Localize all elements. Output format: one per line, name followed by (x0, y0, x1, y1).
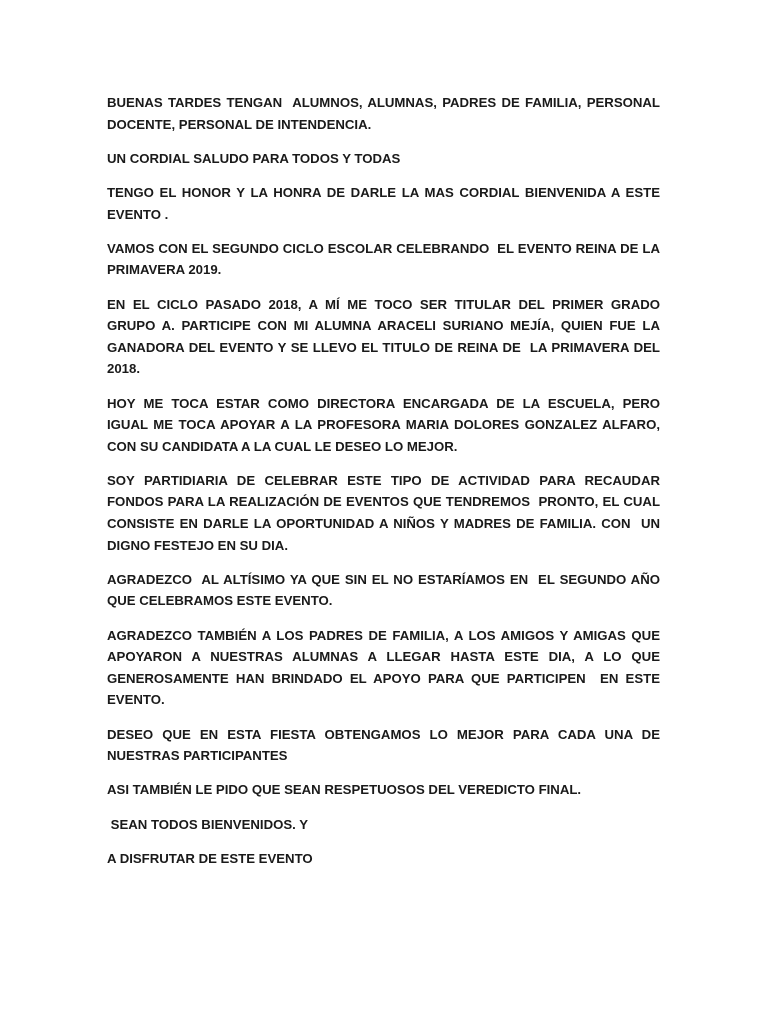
paragraph-director: HOY ME TOCA ESTAR COMO DIRECTORA ENCARGADA DE LA ESCUELA, PERO IGUAL ME TOCA APOYAR A LA PROFESORA MARIA DOLORES GONZALEZ ALFARO, CON SU CANDIDATA A LA CUAL LE DESEO LO MEJOR. (107, 395, 664, 454)
paragraph-welcome-all: SEAN TODOS BIENVENIDOS. Y (107, 816, 309, 832)
paragraph-gratitude-parents: AGRADEZCO TAMBIÉN A LOS PADRES DE FAMILIA, A LOS AMIGOS Y AMIGAS QUE APOYARON A NUESTRAS ALUMNAS A LLEGAR HASTA ESTE DIA, A LO QUE GENEROSAMENTE HAN BRINDADO EL APOYO PARA QUE PARTICIPEN EN ESTE EVENTO. (107, 627, 664, 708)
paragraph-greeting: BUENAS TARDES TENGAN ALUMNOS, ALUMNAS, PADRES DE FAMILIA, PERSONAL DOCENTE, PERSONAL DE INTENDENCIA. (107, 95, 664, 132)
document-page (107, 92, 664, 882)
paragraph-welcome: TENGO EL HONOR Y LA HONRA DE DARLE LA MAS CORDIAL BIENVENIDA A ESTE EVENTO . (107, 184, 664, 222)
paragraph-respect: ASI TAMBIÉN LE PIDO QUE SEAN RESPETUOSOS DEL VEREDICTO FINAL. (107, 782, 582, 798)
paragraph-previous-cycle: EN EL CICLO PASADO 2018, A MÍ ME TOCO SER TITULAR DEL PRIMER GRADO GRUPO A. PARTICIPE CON MI ALUMNA ARACELI SURIANO MEJÍA, QUIEN FUE LA GANADORA DEL EVENTO Y SE LLEVO EL TITULO DE REINA DE LA PRIMAVERA DEL 2018. (107, 296, 664, 377)
paragraph-salutation: UN CORDIAL SALUDO PARA TODOS Y TODAS (107, 150, 401, 166)
paragraph-second-cycle: VAMOS CON EL SEGUNDO CICLO ESCOLAR CELEBRANDO EL EVENTO REINA DE LA PRIMAVERA 2019. (107, 240, 664, 278)
paragraph-gratitude-god: AGRADEZCO AL ALTÍSIMO YA QUE SIN EL NO ESTARÍAMOS EN EL SEGUNDO AÑO QUE CELEBRAMOS ESTE EVENTO. (107, 571, 664, 609)
paragraph-wish: DESEO QUE EN ESTA FIESTA OBTENGAMOS LO MEJOR PARA CADA UNA DE NUESTRAS PARTICIPANTES (107, 726, 664, 764)
paragraph-fundraising: SOY PARTIDIARIA DE CELEBRAR ESTE TIPO DE ACTIVIDAD PARA RECAUDAR FONDOS PARA LA REALIZACIÓN DE EVENTOS QUE TENDREMOS PRONTO, EL CUAL CONSISTE EN DARLE LA OPORTUNIDAD A NIÑOS Y MADRES DE FAMILIA. CON UN DIGNO FESTEJO EN SU DIA. (107, 472, 664, 553)
paragraph-enjoy: A DISFRUTAR DE ESTE EVENTO (107, 850, 313, 866)
